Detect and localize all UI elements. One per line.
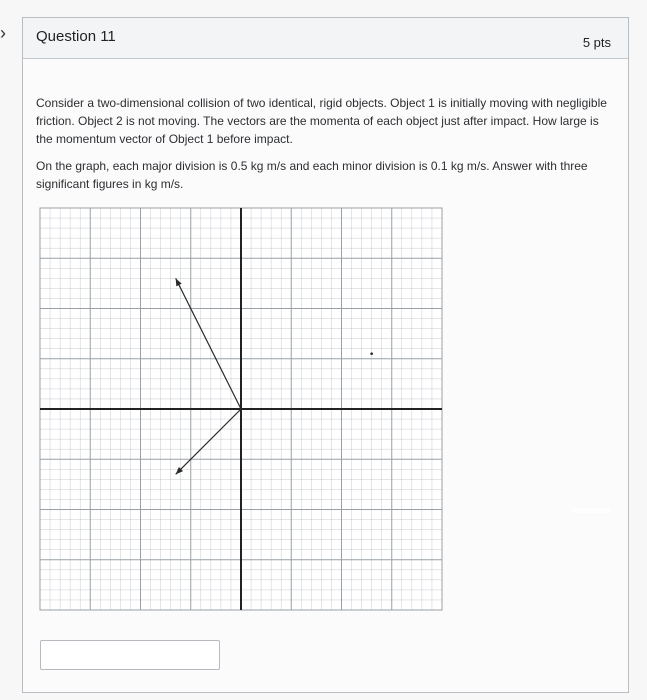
question-header bbox=[23, 18, 628, 59]
question-prompt bbox=[36, 94, 611, 202]
photo-glare bbox=[571, 508, 611, 513]
question-points: 5 pts bbox=[582, 35, 611, 50]
previous-question-marker[interactable]: › bbox=[0, 23, 6, 43]
momentum-graph-svg bbox=[38, 206, 444, 612]
prompt-paragraph-1: Consider a two-dimensional collision of two identical, rigid objects. Object 1 is initially moving with negligible friction. Object 2 is not moving. The vectors are the momenta of each object just after impact. How large is the momentum vector of Object 1 before impact. bbox=[36, 96, 607, 146]
question-card bbox=[22, 17, 629, 693]
momentum-graph bbox=[38, 206, 444, 612]
question-title: Question 11 bbox=[36, 28, 116, 45]
answer-input[interactable] bbox=[40, 640, 220, 670]
stray-mark bbox=[370, 352, 373, 355]
prompt-paragraph-2: On the graph, each major division is 0.5 kg m/s and each minor division is 0.1 kg m/s. Answer with three significant figures in kg m/s. bbox=[36, 159, 588, 191]
